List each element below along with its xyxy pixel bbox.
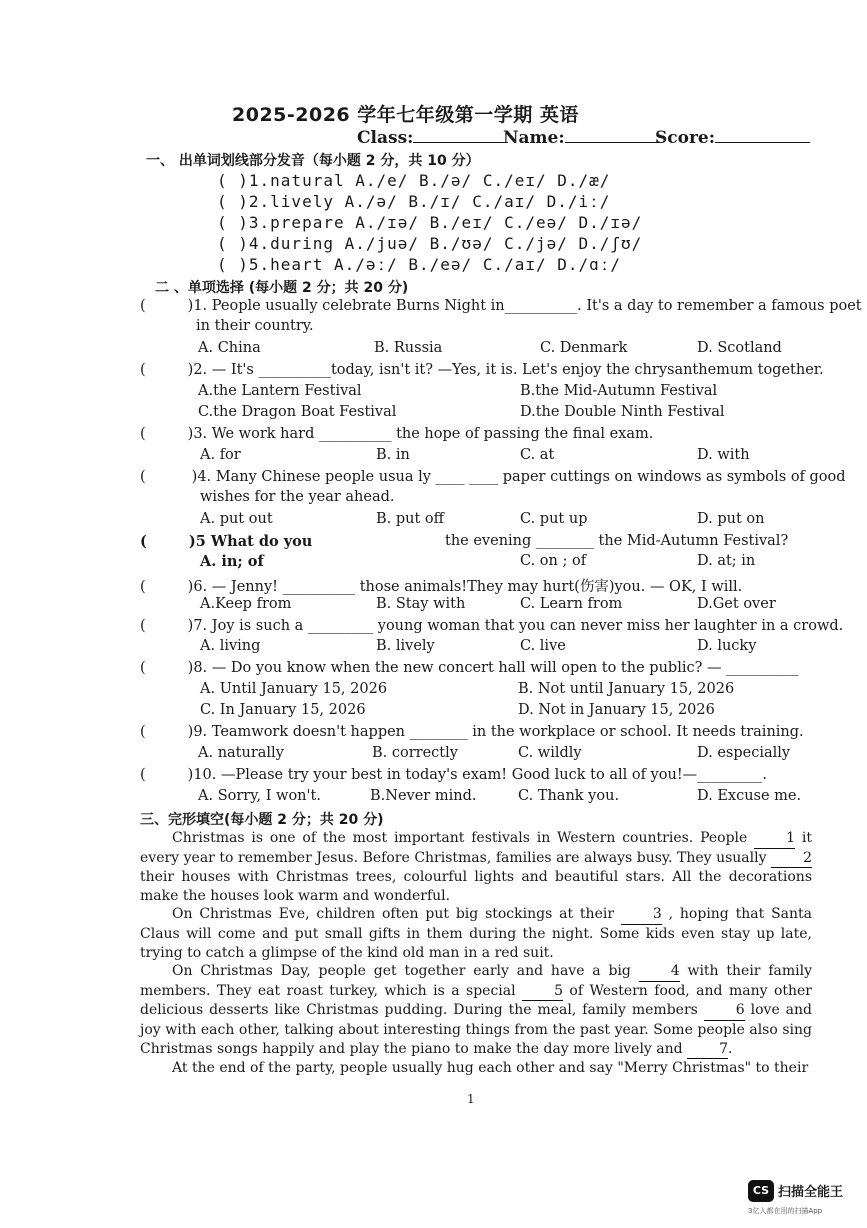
blank-4: 4 [639, 962, 680, 982]
phonetic-item-1: ( )1.natural A./e/ B./ə/ C./eɪ/ D./æ/ [217, 171, 611, 190]
question-6: ( )6. — Jenny! __________ those animals!They may hurt(伤害)you. — OK, I will. [140, 579, 743, 595]
camscanner-logo-icon: CS [748, 1180, 774, 1202]
q8-option-a: A. Until January 15, 2026 [200, 681, 388, 697]
q5-option-c: C. on ; of [520, 553, 587, 569]
question-10: ( )10. —Please try your best in today's exam! Good luck to all of you!—_________. [140, 767, 768, 783]
q4-option-b: B. put off [376, 511, 444, 527]
q4-option-d: D. put on [697, 511, 765, 527]
q4-option-c: C. put up [520, 511, 588, 527]
question-7: ( )7. Joy is such a _________ young woman that you can never miss her laughter in a crowd. [140, 618, 844, 634]
q1-option-a: A. China [198, 340, 261, 356]
cloze-passage [140, 829, 812, 1078]
q6-option-b: B. Stay with [376, 596, 466, 612]
class-field: Class: [357, 128, 505, 148]
q7-option-a: A. living [200, 638, 261, 654]
q1-option-b: B. Russia [374, 340, 443, 356]
page-title: 2025-2026 学年七年级第一学期 英语 [232, 104, 579, 126]
question-2: ( )2. — It's __________today, isn't it? —Yes, it is. Let's enjoy the chrysanthemum together. [140, 362, 824, 378]
q5-option-a: A. in; of [200, 553, 264, 570]
q10-option-a: A. Sorry, I won't. [198, 788, 321, 804]
name-field: Name: [503, 128, 660, 148]
page-number: 1 [467, 1092, 475, 1106]
q8-option-c: C. In January 15, 2026 [200, 702, 366, 718]
score-field: Score: [655, 128, 810, 148]
q10-option-c: C. Thank you. [518, 788, 620, 804]
blank-7: 7 [687, 1040, 728, 1060]
phonetic-item-3: ( )3.prepare A./ɪə/ B./eɪ/ C./eə/ D./ɪə/ [217, 213, 643, 232]
question-9: ( )9. Teamwork doesn't happen ________ in the workplace or school. It needs training. [140, 724, 804, 740]
q8-option-d: D. Not in January 15, 2026 [518, 702, 715, 718]
phonetic-item-5: ( )5.heart A./əː/ B./eə/ C./aɪ/ D./ɑː/ [217, 255, 622, 274]
q3-option-d: D. with [697, 447, 750, 463]
section2-heading: 二 、单项选择 (每小题 2 分；共 20 分) [155, 280, 409, 296]
q3-option-b: B. in [376, 447, 410, 463]
q9-option-d: D. especially [697, 745, 791, 761]
q3-option-c: C. at [520, 447, 555, 463]
q9-option-b: B. correctly [372, 745, 458, 761]
section3-heading: 三、完形填空(每小题 2 分；共 20 分) [140, 812, 384, 828]
q10-option-b: B.Never mind. [370, 788, 477, 804]
blank-3: 3 [621, 905, 662, 925]
paragraph-1: Christmas is one of the most important festivals in Western countries. People 1 it every year to remember Jesus. Before Christmas, families are always busy. They usually 2 their houses with Christmas trees, colourful lights and beautiful stars. All the decorations make the houses look warm and wonderful. [140, 830, 812, 904]
q2-option-b: B.the Mid-Autumn Festival [520, 383, 718, 399]
q7-option-b: B. lively [376, 638, 435, 654]
q3-option-a: A. for [200, 447, 241, 463]
q7-option-d: D. lucky [697, 638, 757, 654]
q9-option-a: A. naturally [198, 745, 284, 761]
q6-option-d: D.Get over [697, 596, 776, 612]
q10-option-d: D. Excuse me. [697, 788, 802, 804]
question-5-stem-cont: the evening ________ the Mid-Autumn Festival? [445, 533, 789, 549]
paragraph-3: On Christmas Day, people get together early and have a big 4 with their family members. They eat roast turkey, which is a special 5 of Western food, and many other delicious desserts like Christmas pudding. During the meal, family members 6 love and joy with each other, talking about interesting things from the past year. Some people also sing Christmas songs happily and play the piano to make the day more lively and 7. [140, 962, 812, 1059]
blank-5: 5 [522, 982, 563, 1002]
question-1: ( )1. People usually celebrate Burns Night in__________. It's a day to remember a famous poet [140, 298, 862, 314]
phonetic-item-4: ( )4.during A./juə/ B./ʊə/ C./jə/ D./ʃʊ/ [217, 234, 643, 253]
paragraph-4: At the end of the party, people usually hug each other and say "Merry Christmas" to their [172, 1060, 809, 1077]
q6-option-a: A.Keep from [200, 596, 292, 612]
q2-option-a: A.the Lantern Festival [198, 383, 362, 399]
blank-1: 1 [754, 829, 795, 849]
scanner-watermark [748, 1180, 858, 1224]
question-1-stem-cont: in their country. [196, 318, 314, 334]
q2-option-c: C.the Dragon Boat Festival [198, 404, 397, 420]
q1-option-c: C. Denmark [540, 340, 628, 356]
watermark-name: 扫描全能王 [778, 1185, 844, 1200]
q8-option-b: B. Not until January 15, 2026 [518, 681, 735, 697]
q7-option-c: C. live [520, 638, 566, 654]
question-5: ( )5 What do you [140, 533, 313, 550]
section1-heading: 一、 出单词划线部分发音（每小题 2 分，共 10 分） [146, 153, 480, 169]
question-4: ( )4. Many Chinese people usua ly ____ ____ paper cuttings on windows as symbols of good [140, 469, 846, 485]
q2-option-d: D.the Double Ninth Festival [520, 404, 725, 420]
q9-option-c: C. wildly [518, 745, 582, 761]
watermark-subtitle: 3亿人都在用的扫描App [748, 1207, 823, 1215]
blank-2: 2 [771, 849, 812, 869]
phonetic-item-2: ( )2.lively A./ə/ B./ɪ/ C./aɪ/ D./iː/ [217, 192, 611, 211]
q4-option-a: A. put out [200, 511, 273, 527]
q6-option-c: C. Learn from [520, 596, 623, 612]
q5-option-d: D. at; in [697, 553, 756, 569]
question-8: ( )8. — Do you know when the new concert hall will open to the public? — __________ [140, 660, 799, 676]
q1-option-d: D. Scotland [697, 340, 782, 356]
paragraph-2: On Christmas Eve, children often put big stockings at their 3 , hoping that Santa Claus will come and put small gifts in them during the night. Some kids even stay up late, trying to catch a glimpse of the kind old man in a red suit. [140, 906, 812, 961]
question-4-stem-cont: wishes for the year ahead. [200, 489, 395, 505]
question-3: ( )3. We work hard __________ the hope of passing the final exam. [140, 426, 654, 442]
blank-6: 6 [704, 1001, 745, 1021]
